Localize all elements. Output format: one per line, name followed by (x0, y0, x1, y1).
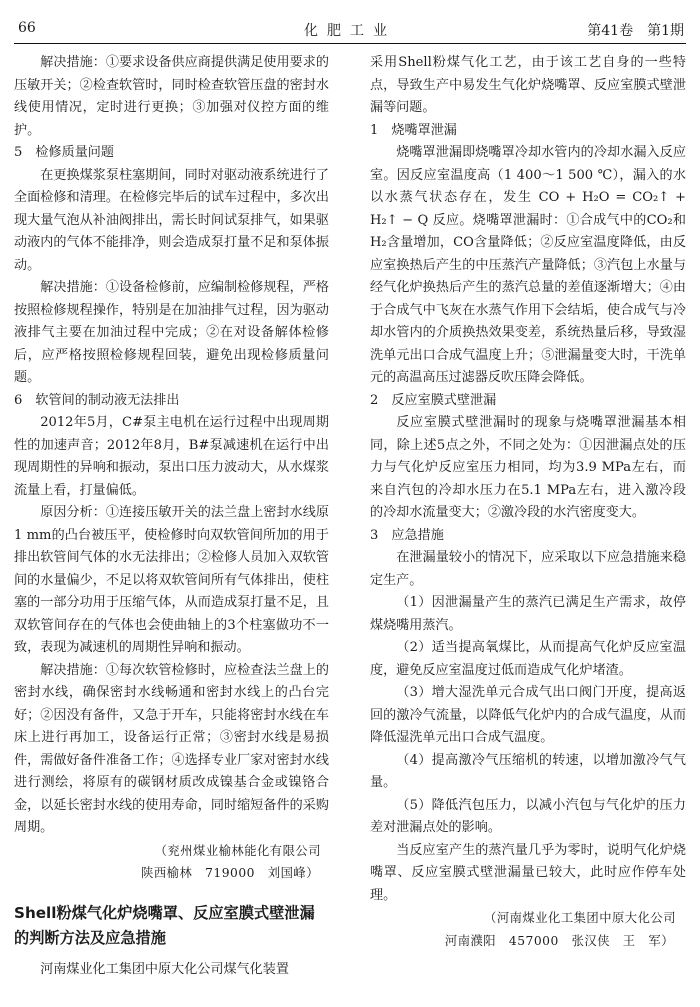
section-heading-2: 2 反应室膜式壁泄漏 (370, 392, 497, 408)
journal-title: 化肥工业 (304, 23, 396, 39)
paragraph: 解决措施：①要求设备供应商提供满足使用要求的压敏开关；②检查软管时，同时检查软管压盘的密封水线使用情况，定时进行更换；③加强对仪控方面的维护。 (14, 55, 329, 138)
right-column (370, 52, 686, 952)
volume-issue: 第41卷 第1期 (587, 23, 684, 39)
list-item: （3）增大湿洗单元合成气出口阀门开度，提高返回的激冷气流量，以降低气化炉内的合成气温度，从而降低湿洗单元出口合成气温度。 (370, 685, 686, 745)
left-column (14, 52, 329, 981)
running-header (14, 20, 686, 42)
paragraph: 反应室膜式壁泄漏时的现象与烧嘴罩泄漏基本相同，除上述5点之外，不同之处为：①因泄漏点处的压力与气化炉反应室压力相同，均为3.9 MPa左右，而来自汽包的冷却水压力在5.1 MPa左右，进入激冷段的冷却水流量变大；②激冷段的水汽密度变大。 (370, 415, 686, 520)
affiliation-author-line: 陕西榆林 719000 刘国峰） (141, 866, 319, 880)
section-heading-5: 5 检修质量问题 (14, 145, 114, 160)
paragraph: 河南煤业化工集团中原大化公司煤气化装置 (40, 961, 289, 977)
affiliation-line: （兖州煤业榆林能化有限公司 (154, 843, 321, 858)
list-item: （5）降低汽包压力，以减小汽包与气化炉的压力差对泄漏点处的影响。 (370, 797, 686, 835)
paragraph: 烧嘴罩泄漏即烧嘴罩冷却水管内的冷却水漏入反应室。因反应室温度高（1 400～1 500 ℃），漏入的水以水蒸气状态存在，发生 CO + H₂O = CO₂↑ + H₂↑ − Q 反应。烧嘴罩泄漏时：①合成气中的CO₂和H₂含量增加，CO含量降低；②反应室温度降低，由反应室换热后产生的中压蒸汽产量降低；③汽包上水量与经气化炉换热后产生的蒸汽总量的差值逐渐增大；④由于合成气中飞灰在水蒸气作用下会结垢，使合成气与冷却水管内的介质换热效果变差，系统热量后移，导致湿洗单元出口合成气温度上升；⑤泄漏量变大时，干洗单元的高温高压过滤器反吹压降会降低。 (370, 145, 686, 385)
section-heading-1: 1 烧嘴罩泄漏 (370, 122, 457, 138)
affiliation-line: （河南煤业化工集团中原大化公司 (484, 911, 676, 925)
paragraph: 2012年5月，C#泵主电机在运行过程中出现周期性的加速声音；2012年8月，B#泵减速机在运行中出现周期性的异响和振动，泵出口压力波动大，从水煤浆流量上看，打量偏低。 (14, 415, 329, 498)
paragraph: 解决措施：①设备检修前，应编制检修规程，严格按照检修规程操作，特别是在加油排气过程，因为驱动液排气主要在加油过程中完成；②在对设备解体检修后，应严格按照检修规程回装，避免出现检修质量问题。 (14, 280, 329, 385)
list-item: （1）因泄漏量产生的蒸汽已满足生产需求，故停煤烧嘴用蒸汽。 (370, 595, 686, 633)
paragraph: 在泄漏量较小的情况下，应采取以下应急措施来稳定生产。 (370, 550, 686, 588)
article-title: Shell粉煤气化炉烧嘴罩、反应室膜式壁泄漏的判断方法及应急措施 (14, 903, 315, 947)
paragraph: 采用Shell粉煤气化工艺，由于该工艺自身的一些特点，导致生产中易发生气化炉烧嘴罩、反应室膜式壁泄漏等问题。 (370, 55, 686, 115)
list-item: （2）适当提高氧煤比，从而提高气化炉反应室温度，避免反应室温度过低而造成气化炉堵渣。 (370, 640, 686, 678)
page-number: 66 (18, 20, 36, 36)
section-heading-3: 3 应急措施 (370, 527, 444, 543)
paragraph: 当反应室产生的蒸汽量几乎为零时，说明气化炉烧嘴罩、反应室膜式壁泄漏量已较大，此时应作停车处理。 (370, 842, 686, 903)
affiliation-author-line: 河南濮阳 457000 张汉侠 王 军） (444, 933, 674, 948)
header-rule (14, 43, 686, 44)
paragraph: 解决措施：①每次软管检修时，应检查法兰盘上的密封水线，确保密封水线畅通和密封水线上的凸台完好；②因没有备件，又急于开车，只能将密封水线在车床上进行再加工，设备运行正常；③密封水线是易损件，需做好备件准备工作；④选择专业厂家对密封水线进行测绘，将原有的碳钢材质改成镍基合金或镍铬合金，以延长密封水线的使用寿命，同时缩短备件的采购周期。 (14, 662, 329, 835)
paragraph: 原因分析：①连接压敏开关的法兰盘上密封水线原1 mm的凸台被压平，使检修时向双软管间所加的用于排出软管间气体的水无法排出；②检修人员加入双软管间的水量偏少，不足以将双软管间所有气体排出，使柱塞的一部分功用于压缩气体，从而造成泵打量不足，且双软管间存在的气体也会使曲轴上的3个柱塞做功不一致，表现为减速机的周期性异响和振动。 (14, 505, 329, 655)
section-heading-6: 6 软管间的制动液无法排出 (14, 392, 180, 408)
paragraph: 在更换煤浆泵柱塞期间，同时对驱动液系统进行了全面检修和清理。在检修完毕后的试车过程中，多次出现大量气泡从补油阀排出，需长时间试泵排气，如果驱动液内的气体不能排净，则会造成泵打量不足和泵体振动。 (14, 167, 329, 273)
list-item: （4）提高激冷气压缩机的转速，以增加激冷气气量。 (370, 752, 686, 790)
